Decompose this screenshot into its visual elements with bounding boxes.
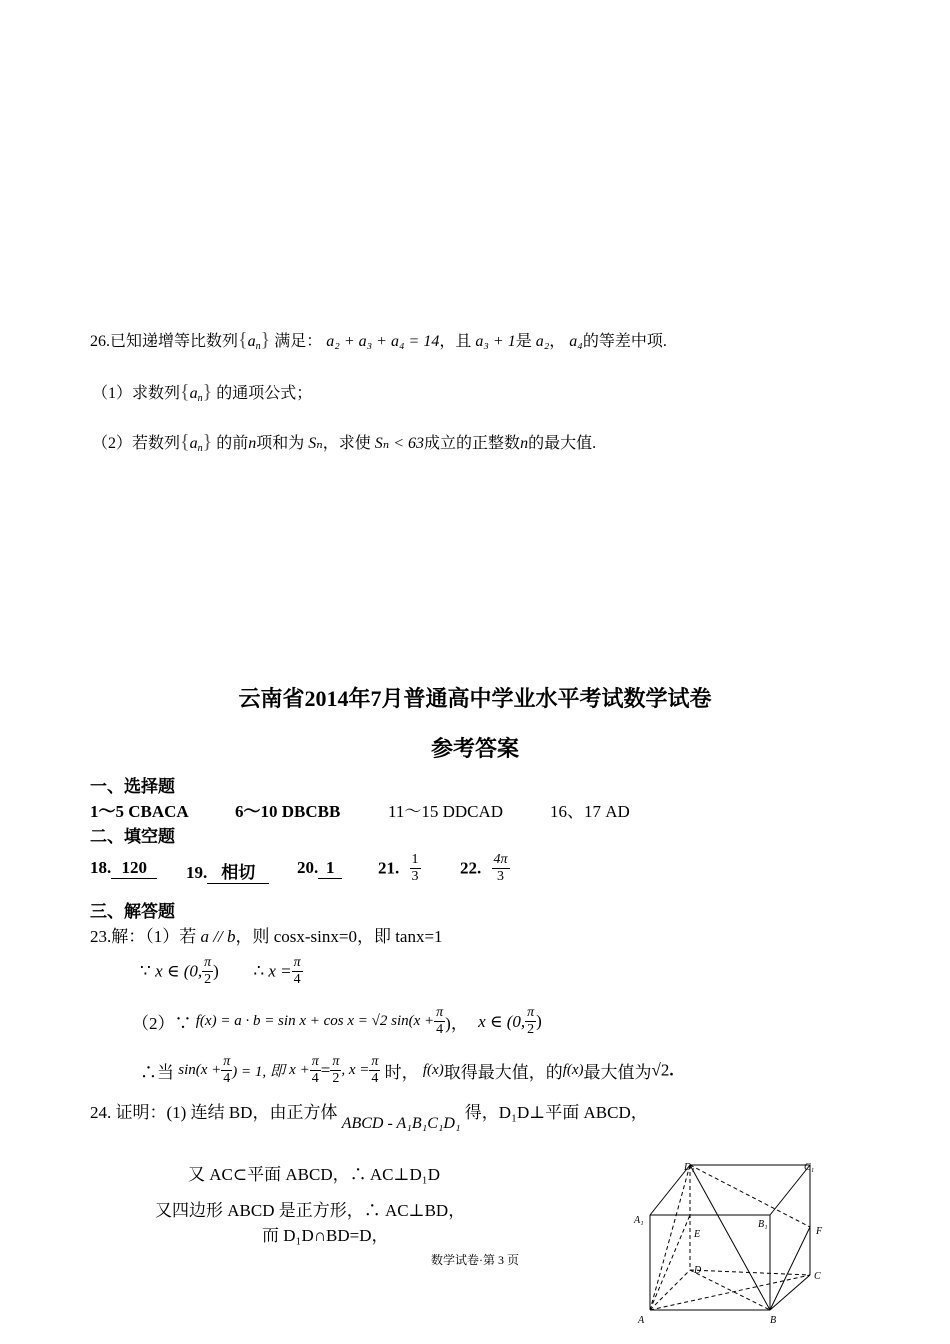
mc-answers-1-5: 1～5 CBACA: [90, 802, 189, 821]
label-e: E: [694, 1229, 701, 1240]
q24-line-3: 又四边形 ABCD 是正方形，∴ AC⊥BD，: [155, 1201, 466, 1220]
label-a: A: [638, 1315, 645, 1326]
fill-answer-21: 21. $\frac{1}{3}$: [378, 852, 419, 884]
line-bf: [770, 1227, 810, 1310]
edge-bc: [770, 1275, 810, 1310]
section-heading-fill: 二、填空题: [90, 827, 175, 846]
page-footer: 数学试卷·第 3 页: [431, 1253, 519, 1267]
q26-part-1: （1）求数列$\{a_n\}$ 的通项公式；: [92, 381, 313, 404]
line-d1b: [690, 1165, 770, 1310]
line-d1f: [690, 1165, 810, 1227]
cube-figure: [628, 1155, 848, 1335]
label-f: F: [816, 1226, 823, 1237]
q23-line-4: ∴当 sin(x + $\frac{\pi}{4}$ ) = 1, 即 x + $\frac{\pi}{4}$ = $\frac{\pi}{2}$ , x = $\frac{\pi}{4}$ 时， f(x)取得最大值，的f(x)最大值为√2.: [140, 1054, 674, 1086]
q24-line-4: 而 D₁D∩BD=D，: [262, 1226, 389, 1245]
fill-answer-19: 19. 相切: [186, 858, 269, 884]
label-d: D: [694, 1265, 702, 1276]
fill-answer-20: 20. 1: [297, 858, 342, 879]
q24-line-1: 24. 证明：(1) 连结 BD，由正方体 ABCD - A₁B₁C₁D₁ 得，D₁D⊥平面 ABCD，: [90, 1103, 648, 1132]
line-d1a: [650, 1165, 690, 1310]
section-heading-choice: 一、选择题: [90, 777, 175, 796]
q23-line-1: 23.解：（1）若 a // b，则 cosx-sinx=0，即 tanx=1: [90, 927, 443, 946]
label-b1: B₁: [758, 1219, 768, 1230]
label-b: B: [770, 1315, 777, 1326]
fill-answer-18: 18. 120: [90, 858, 157, 879]
q23-line-2: ∵ x ∈ (0, $\frac{\pi}{2}$ ) ∴ x = $\frac{\pi}{4}$: [140, 955, 301, 987]
line-db: [690, 1270, 770, 1310]
label-c1: C₁: [804, 1162, 815, 1173]
answers-subtitle: 参考答案: [430, 736, 519, 761]
q23-line-3: （2）∵ f(x) = a · b = sin x + cos x = √2 sin(x + $\frac{\pi}{4}$ )， x ∈ (0, $\frac{\pi}{2}$ ): [132, 1005, 542, 1037]
q24-line-2: 又 AC⊂平面 ABCD，∴ AC⊥D₁D: [188, 1165, 440, 1184]
section-heading-solution: 三、解答题: [90, 902, 175, 921]
mc-answers-16-17: 16、17 AD: [550, 802, 630, 821]
q26-line-1: 26.已知递增等比数列$\{a_n\}$ 满足： a₂ + a₃ + a₄ = 14，且 a₃ + 1是 a₂， a₄的等差中项.: [90, 329, 667, 352]
q26-cond1: a₂ + a₃ + a₄ = 14: [326, 333, 440, 350]
q26-part-2: （2）若数列$\{a_n\}$ 的前n项和为 Sₙ，求使 Sₙ < 63成立的正整数n的最大值.: [92, 431, 597, 454]
line-ac: [650, 1275, 810, 1310]
mc-answers-11-15: 11～15 DDCAD: [388, 802, 504, 821]
answers-title: 云南省2014年7月普通高中学业水平考试数学试卷: [238, 686, 712, 711]
mc-answers-6-10: 6～10 DBCBB: [235, 802, 341, 821]
label-c: C: [814, 1271, 821, 1282]
fill-answer-22: 22. $\frac{4\pi}{3}$: [460, 852, 508, 884]
line-ae: [650, 1215, 690, 1310]
label-d1: D₁: [684, 1162, 695, 1173]
q26-prefix: 26.已知递增等比数列: [90, 333, 239, 350]
label-a1: A₁: [634, 1215, 644, 1226]
